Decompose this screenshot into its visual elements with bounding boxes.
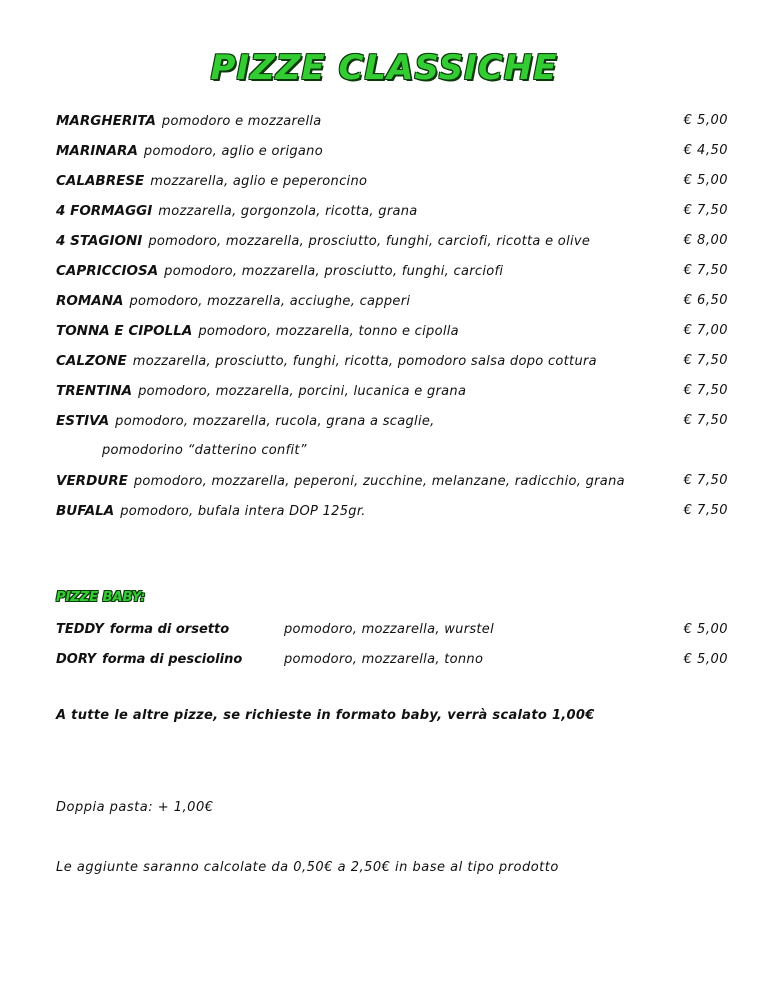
baby-menu-item: [56, 648, 728, 672]
pizza-name: VERDURE: [56, 473, 128, 489]
menu-item: [56, 379, 728, 403]
pizza-price: € 4,50: [683, 143, 728, 158]
page-title: PIZZE CLASSICHE: [210, 48, 558, 88]
pizza-ingredients: pomodoro, mozzarella, peperoni, zucchine, melanzane, radicchio, grana: [133, 474, 625, 489]
menu-item: [56, 319, 728, 343]
menu-item: [56, 259, 728, 283]
pizza-ingredients: pomodoro, mozzarella, acciughe, capperi: [129, 294, 411, 309]
baby-menu-item: [56, 618, 728, 642]
baby-pizza-ingredients: pomodoro, mozzarella, tonno: [284, 652, 484, 667]
pizza-ingredients: mozzarella, aglio e peperoncino: [150, 174, 368, 189]
menu-item: [56, 409, 728, 433]
pizza-ingredients: pomodoro, mozzarella, prosciutto, funghi, carciofi: [164, 264, 504, 279]
pizza-name: BUFALA: [56, 503, 115, 519]
pizza-price: € 7,50: [683, 263, 728, 278]
pizza-name: ROMANA: [56, 293, 124, 309]
pizza-price: € 7,50: [683, 203, 728, 218]
pizza-name: MARINARA: [56, 143, 138, 159]
pizza-price: € 7,50: [683, 503, 728, 518]
baby-pizza-shape: forma di orsetto: [109, 622, 230, 637]
menu-item: [56, 349, 728, 373]
pizza-name: CALZONE: [56, 353, 127, 369]
pizza-price: € 7,50: [683, 413, 728, 428]
baby-pizza-name: DORY: [56, 652, 97, 667]
pizza-ingredients-continuation: pomodorino “datterino confit”: [102, 443, 307, 458]
baby-discount-note: A tutte le altre pizze, se richieste in formato baby, verrà scalato 1,00€: [56, 708, 595, 723]
pizza-ingredients: pomodoro, aglio e origano: [143, 144, 323, 159]
double-dough-note: Doppia pasta: + 1,00€: [56, 800, 214, 815]
baby-pizza-price: € 5,00: [683, 622, 728, 637]
pizza-ingredients: mozzarella, gorgonzola, ricotta, grana: [158, 204, 418, 219]
menu-item: [56, 109, 728, 133]
pizza-name: 4 FORMAGGI: [56, 203, 153, 219]
extras-note: Le aggiunte saranno calcolate da 0,50€ a 2,50€ in base al tipo prodotto: [56, 860, 559, 875]
menu-item: [56, 499, 728, 523]
menu-item: [56, 199, 728, 223]
menu-item: [56, 139, 728, 163]
baby-pizza-shape: forma di pesciolino: [102, 652, 243, 667]
pizza-price: € 8,00: [683, 233, 728, 248]
pizza-name: CALABRESE: [56, 173, 145, 189]
baby-pizza-price: € 5,00: [683, 652, 728, 667]
pizza-price: € 7,00: [683, 323, 728, 338]
pizza-name: TONNA E CIPOLLA: [56, 323, 193, 339]
pizza-ingredients: pomodoro, mozzarella, rucola, grana a scaglie,: [115, 414, 435, 429]
pizza-price: € 6,50: [683, 293, 728, 308]
baby-pizza-name: TEDDY: [56, 622, 104, 637]
baby-pizza-ingredients: pomodoro, mozzarella, wurstel: [284, 622, 495, 637]
pizza-ingredients: pomodoro, mozzarella, prosciutto, funghi, carciofi, ricotta e olive: [148, 234, 591, 249]
pizza-price: € 7,50: [683, 473, 728, 488]
menu-item: [56, 289, 728, 313]
menu-item: [56, 469, 728, 493]
pizza-price: € 7,50: [683, 353, 728, 368]
pizza-name: TRENTINA: [56, 383, 133, 399]
menu-item: [56, 229, 728, 253]
menu-item: [56, 169, 728, 193]
pizza-name: ESTIVA: [56, 413, 110, 429]
pizza-ingredients: pomodoro, mozzarella, porcini, lucanica e grana: [138, 384, 467, 399]
pizza-price: € 7,50: [683, 383, 728, 398]
pizza-price: € 5,00: [683, 173, 728, 188]
pizza-name: 4 STAGIONI: [56, 233, 143, 249]
pizza-ingredients: pomodoro, mozzarella, tonno e cipolla: [198, 324, 459, 339]
pizza-price: € 5,00: [683, 113, 728, 128]
pizza-ingredients: pomodoro, bufala intera DOP 125gr.: [120, 504, 366, 519]
pizza-name: MARGHERITA: [56, 113, 156, 129]
pizza-ingredients: pomodoro e mozzarella: [161, 114, 322, 129]
baby-section-title: PIZZE BABY:: [56, 590, 146, 605]
pizza-name: CAPRICCIOSA: [56, 263, 159, 279]
pizza-ingredients: mozzarella, prosciutto, funghi, ricotta, pomodoro salsa dopo cottura: [132, 354, 597, 369]
